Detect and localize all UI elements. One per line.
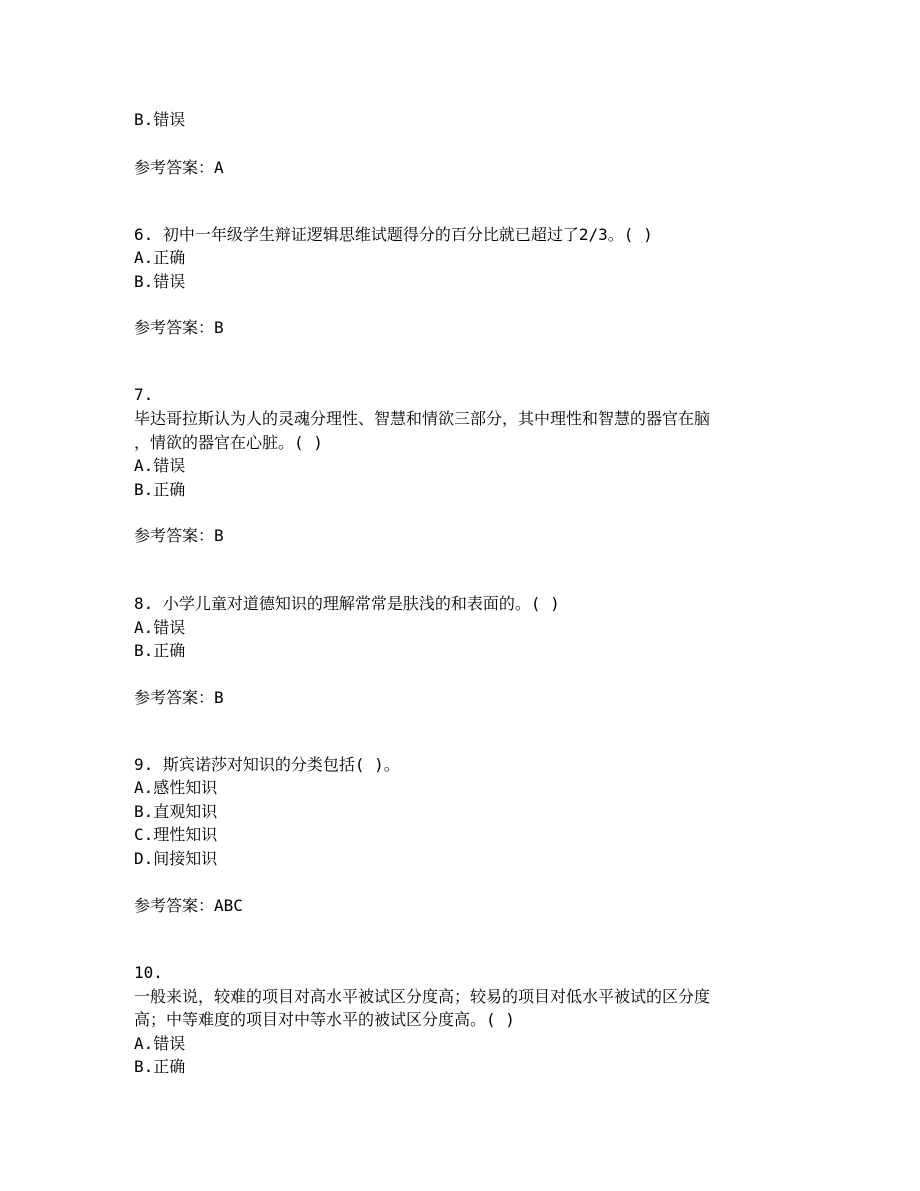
- q10-stem-line2: 高；中等难度的项目对中等水平的被试区分度高。( ): [134, 1010, 515, 1029]
- q7-stem-line2: ，情欲的器官在心脏。( ): [134, 433, 323, 452]
- q9-option-b: B.直观知识: [134, 802, 218, 821]
- q7-option-a: A.错误: [134, 456, 186, 475]
- q10-number: 10.: [134, 963, 163, 982]
- q7-number: 7.: [134, 385, 154, 404]
- q8-answer: 参考答案：B: [134, 688, 224, 707]
- q9-option-a: A.感性知识: [134, 778, 218, 797]
- q8-option-b: B.正确: [134, 641, 186, 660]
- q6-stem: 6. 初中一年级学生辩证逻辑思维试题得分的百分比就已超过了2/3。( ): [134, 225, 653, 244]
- q7-answer: 参考答案：B: [134, 526, 224, 545]
- q7-stem-line1: 毕达哥拉斯认为人的灵魂分理性、智慧和情欲三部分，其中理性和智慧的器官在脑: [134, 409, 711, 428]
- q9-option-c: C.理性知识: [134, 825, 218, 844]
- q8-stem: 8. 小学儿童对道德知识的理解常常是肤浅的和表面的。( ): [134, 594, 560, 613]
- q8-option-a: A.错误: [134, 618, 186, 637]
- q9-option-d: D.间接知识: [134, 849, 218, 868]
- q7-option-b: B.正确: [134, 480, 186, 499]
- q9-answer: 参考答案：ABC: [134, 896, 243, 915]
- q9-stem: 9. 斯宾诺莎对知识的分类包括( )。: [134, 755, 400, 774]
- q10-option-a: A.错误: [134, 1034, 186, 1053]
- q6-option-b: B.错误: [134, 272, 186, 291]
- q6-answer: 参考答案：B: [134, 318, 224, 337]
- q5-answer: 参考答案：A: [134, 158, 224, 177]
- q6-option-a: A.正确: [134, 248, 186, 267]
- q10-stem-line1: 一般来说，较难的项目对高水平被试区分度高；较易的项目对低水平被试的区分度: [134, 987, 711, 1006]
- q10-option-b: B.正确: [134, 1057, 186, 1076]
- q5-option-b: B.错误: [134, 110, 186, 129]
